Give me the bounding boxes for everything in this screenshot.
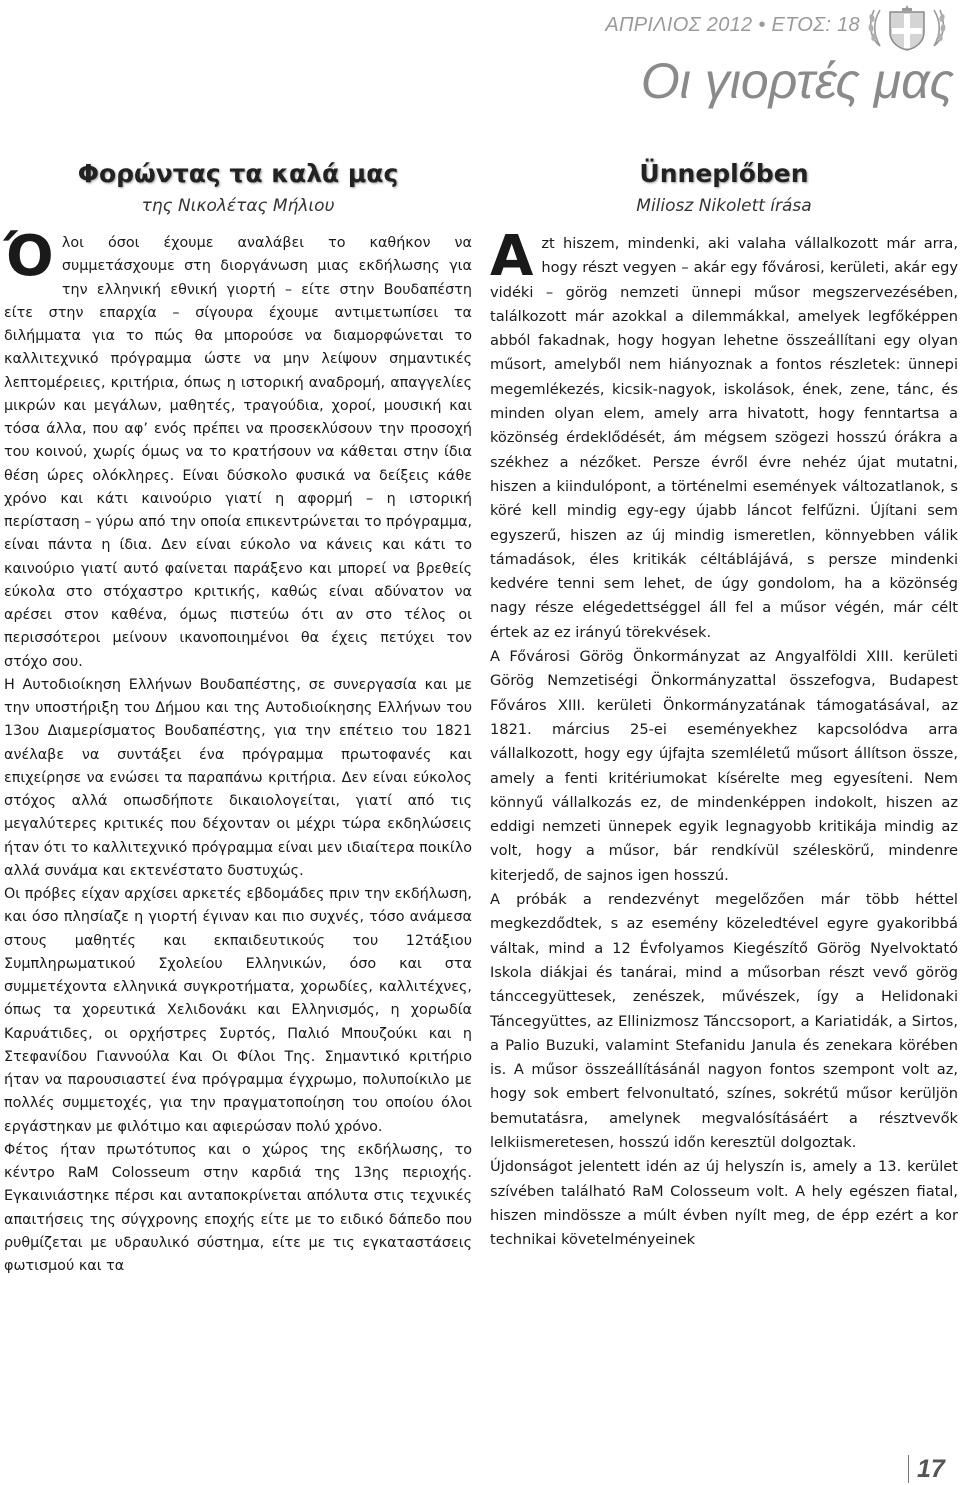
greek-coat-of-arms-icon	[866, 2, 948, 52]
hungarian-article	[490, 154, 958, 1252]
greek-dropcap: Ό	[4, 224, 54, 289]
hungarian-paragraph-2: A Fővárosi Görög Önkormányzat az Angyalföldi XIII. kerületi Görög Nemzetiségi Önkormányzattal összefogva, Budapest Főváros XIII. kerületi Önkormányzatának támogatásával, az 1821. március 25-ei eseményekhez kapcsolódva arra vállalkozott, hogy egy újfajta szemléletű műsort állítson össze, amely a fenti kritériumokat kísérelte meg egyesíteni. Nem könnyű vállalkozás ez, de mindenképpen indokolt, hiszen az eddigi nemzeti ünnepek egyik legnagyobb kritikája mindig az volt, hogy a műsor, bár rendkívül széleskörű, mindenre kiterjedő, de sajnos igen hosszú.	[490, 648, 958, 884]
hungarian-paragraph-4: Újdonságot jelentett idén az új helyszín is, amely a 13. kerület szívében található RaM Colosseum volt. A hely egészen fiatal, hiszen mindössze a múlt évben nyílt meg, de épp ezért a kor technikai követelményeinek	[490, 1158, 958, 1249]
hungarian-article-byline: Miliosz Nikolett írása	[636, 196, 812, 216]
hungarian-paragraph-3: A próbák a rendezvényt megelőzően már több héttel megkezdődtek, s az esemény közeledtével egyre gyakoribbá váltak, mind a 12 Évfolyamos Kiegészítő Görög Nyelvoktató Iskola diákjai és tanárai, mind a műsorban részt vevő görög tánccegyüttesek, zenészek, művészek, így a Helidonaki Táncegyüttes, az Ellinizmosz Tánccsoport, a Kariatidák, a Sirtos, a Palio Buzuki, valamint Stefanidu Janula és zenekara körében is. A műsor összeállításánál nagyon fontos szempont volt az, hogy sok embert felvonultató, színes, sokrétű műsor kerüljön bemutatásra, amelynek megvalósításáért a résztvevők lelkiismeretesen, hosszú időn keresztül dolgoztak.	[490, 891, 958, 1151]
greek-paragraph-4: Φέτος ήταν πρωτότυπος και ο χώρος της εκδήλωσης, το κέντρο RaM Colosseum στην καρδιά της 13ης περιοχής. Εγκαινιάστηκε πέρσι και ανταποκρίνεται απόλυτα στις τεχνικές απαιτήσεις της σύγχρονης εποχής είτε με το ειδικό δάπεδο που ρυθμίζεται με υδραυλικό σύστημα, είτε με τις εγκαταστάσεις φωτισμού και τα	[4, 1141, 472, 1274]
greek-paragraph-1	[4, 224, 472, 674]
hungarian-article-body	[490, 224, 958, 1252]
greek-article-byline: της Νικολέτας Μήλιου	[141, 196, 335, 216]
section-title: Οι γιορτές μας	[640, 53, 954, 109]
hungarian-paragraph-1	[490, 224, 958, 645]
greek-article-title: Φορώντας τα καλά μας	[77, 159, 399, 188]
hungarian-dropcap: A	[490, 224, 534, 289]
page-number: 17	[908, 1455, 945, 1483]
hungarian-paragraph-1-text: zt hiszem, mindenki, aki valaha vállalkozott már arra, hogy részt vegyen – akár egy fővárosi, kerületi, akár egy vidéki – görög nemzeti ünnepi műsor megszervezésében, találkozott már azokkal a dilemmákkal, amelyek legfőképpen abból fakadnak, hogy hogyan lehetne összeállítani egy olyan műsort, amelyből nem hiányoznak a fontos részletek: ünnepi megemlékezés, kicsik-nagyok, iskolások, ének, zene, tánc, és minden olyan elem, amely arra hivatott, hogy fenntartsa a közönség érdeklődését, ám mégsem szögezi hosszú órákra a székhez a nézőket. Persze évről évre nehéz újat mutatni, hiszen a kiindulópont, a történelmi események változatlanok, s köré kell mindig egy-egy újabb láncot felfűzni. Újítani sem egyszerű, hiszen az új mindig ismeretlen, könnyebben válik támadások, éles kritikák céltáblájává, s persze mindenki kedvére tenni sem lehet, de úgy gondolom, ha a közönség nagy része elégedettséggel áll fel a műsor végén, már célt értek az ez irányú törekvések.	[490, 235, 958, 641]
greek-article	[4, 154, 472, 1278]
greek-paragraph-2: Η Αυτοδιοίκηση Ελλήνων Βουδαπέστης, σε συνεργασία και με την υποστήριξη του Δήμου και της Αυτοδιοίκησης Ελλήνων του 13ου Διαμερίσματος Βουδαπέστης, για την επέτειο του 1821 ανέλαβε να συντάξει ένα πρόγραμμα πρωτοφανές και επιχείρησε να ενώσει τα παραπάνω κριτήρια. Δεν είναι εύκολος στόχος αλλά οπωσδήποτε δικαιολογείται, γιατί από τις μεγαλύτερες κριτικές που δέχονταν οι μέχρι τώρα εκδηλώσεις ήταν ότι το καλλιτεχνικό πρόγραμμα είναι μεν ιδιαίτερα ποικίλο αλλά συνάμα και εκτενέστατο δυστυχώς.	[4, 676, 472, 879]
greek-paragraph-1-text: λοι όσοι έχουμε αναλάβει το καθήκον να συμμετάσχουμε στη διοργάνωση μιας εκδήλωσης για την ελληνική εθνική γιορτή – είτε στην Βουδαπέστη είτε στην επαρχία – σίγουρα έχουμε αντιμετωπίσει τα διλήμματα για το πώς θα μπορούσε να διαμορφώνεται το καλλιτεχνικό πρόγραμμα ώστε να μην λείψουν σημαντικές λεπτομέρειες, κριτήρια, όπως η ιστορική αναδρομή, απαγγελίες μικρών και μεγάλων, μαθητές, τραγούδια, χοροί, μουσική και τόσα άλλα, που αφ’ ενός πρέπει να προσεκλύσουν την προσοχή του κοινού, χωρίς όμως να το κρατήσουν να κάθεται στην ίδια θέση ώρες ολόκληρες. Είναι δύσκολο φυσικά να δείξεις κάθε χρόνο και κάτι καινούριο γιατί η αφορμή – η ιστορική περίσταση – γύρω από την οποία επικεντρώνεται το πρόγραμμα, είναι πάντα η ίδια. Δεν είναι εύκολο να κάνεις και κάτι το καινούριο γιατί αυτό φαίνεται παράξενο και μπορεί να βρεθείς εύκολα στο στόχαστρο κριτικής, καθώς είναι αδύνατον να αρέσει στον καθένα, όμως πιστεύω ότι αν στο τέλος οι περισσότεροι μείνουν ικανοποιημένοι θα έχεις πετύχει τον στόχο σου.	[4, 235, 472, 670]
issue-date: ΑΠΡΙΛΙΟΣ 2012 • ΕΤΟΣ: 18	[605, 14, 860, 36]
greek-article-body	[4, 224, 472, 1278]
hungarian-article-title: Ünneplőben	[639, 159, 809, 188]
greek-paragraph-3: Οι πρόβες είχαν αρχίσει αρκετές εβδομάδες πριν την εκδήλωση, και όσο πλησίαζε η γιορτή έγιναν και πιο συχνές, τόσο ανάμεσα στους μαθητές και εκπαιδευτικούς του 12τάξιου Συμπληρωματικού Σχολείου Ελληνικών, όσο και στα συμμετέχοντα ελληνικά συγκροτήματα, χορωδίες, καλλιτέχνες, όπως τα χορευτικά Χελιδονάκι και Ελληνισμός, η χορωδία Καρυάτιδες, οι ορχήστρες Συρτός, Παλιό Μπουζούκι και η Στεφανίδου Γιαννούλα Και Οι Φίλοι Της. Σημαντικό κριτήριο ήταν να παρουσιαστεί ένα πρόγραμμα έγχρωμο, πολυποίκιλο με πολλές συμμετοχές, για την πραγματοποίηση του οποίου όλοι εργάστηκαν με φιλότιμο και αφιερώσαν πολύ χρόνο.	[4, 886, 472, 1135]
